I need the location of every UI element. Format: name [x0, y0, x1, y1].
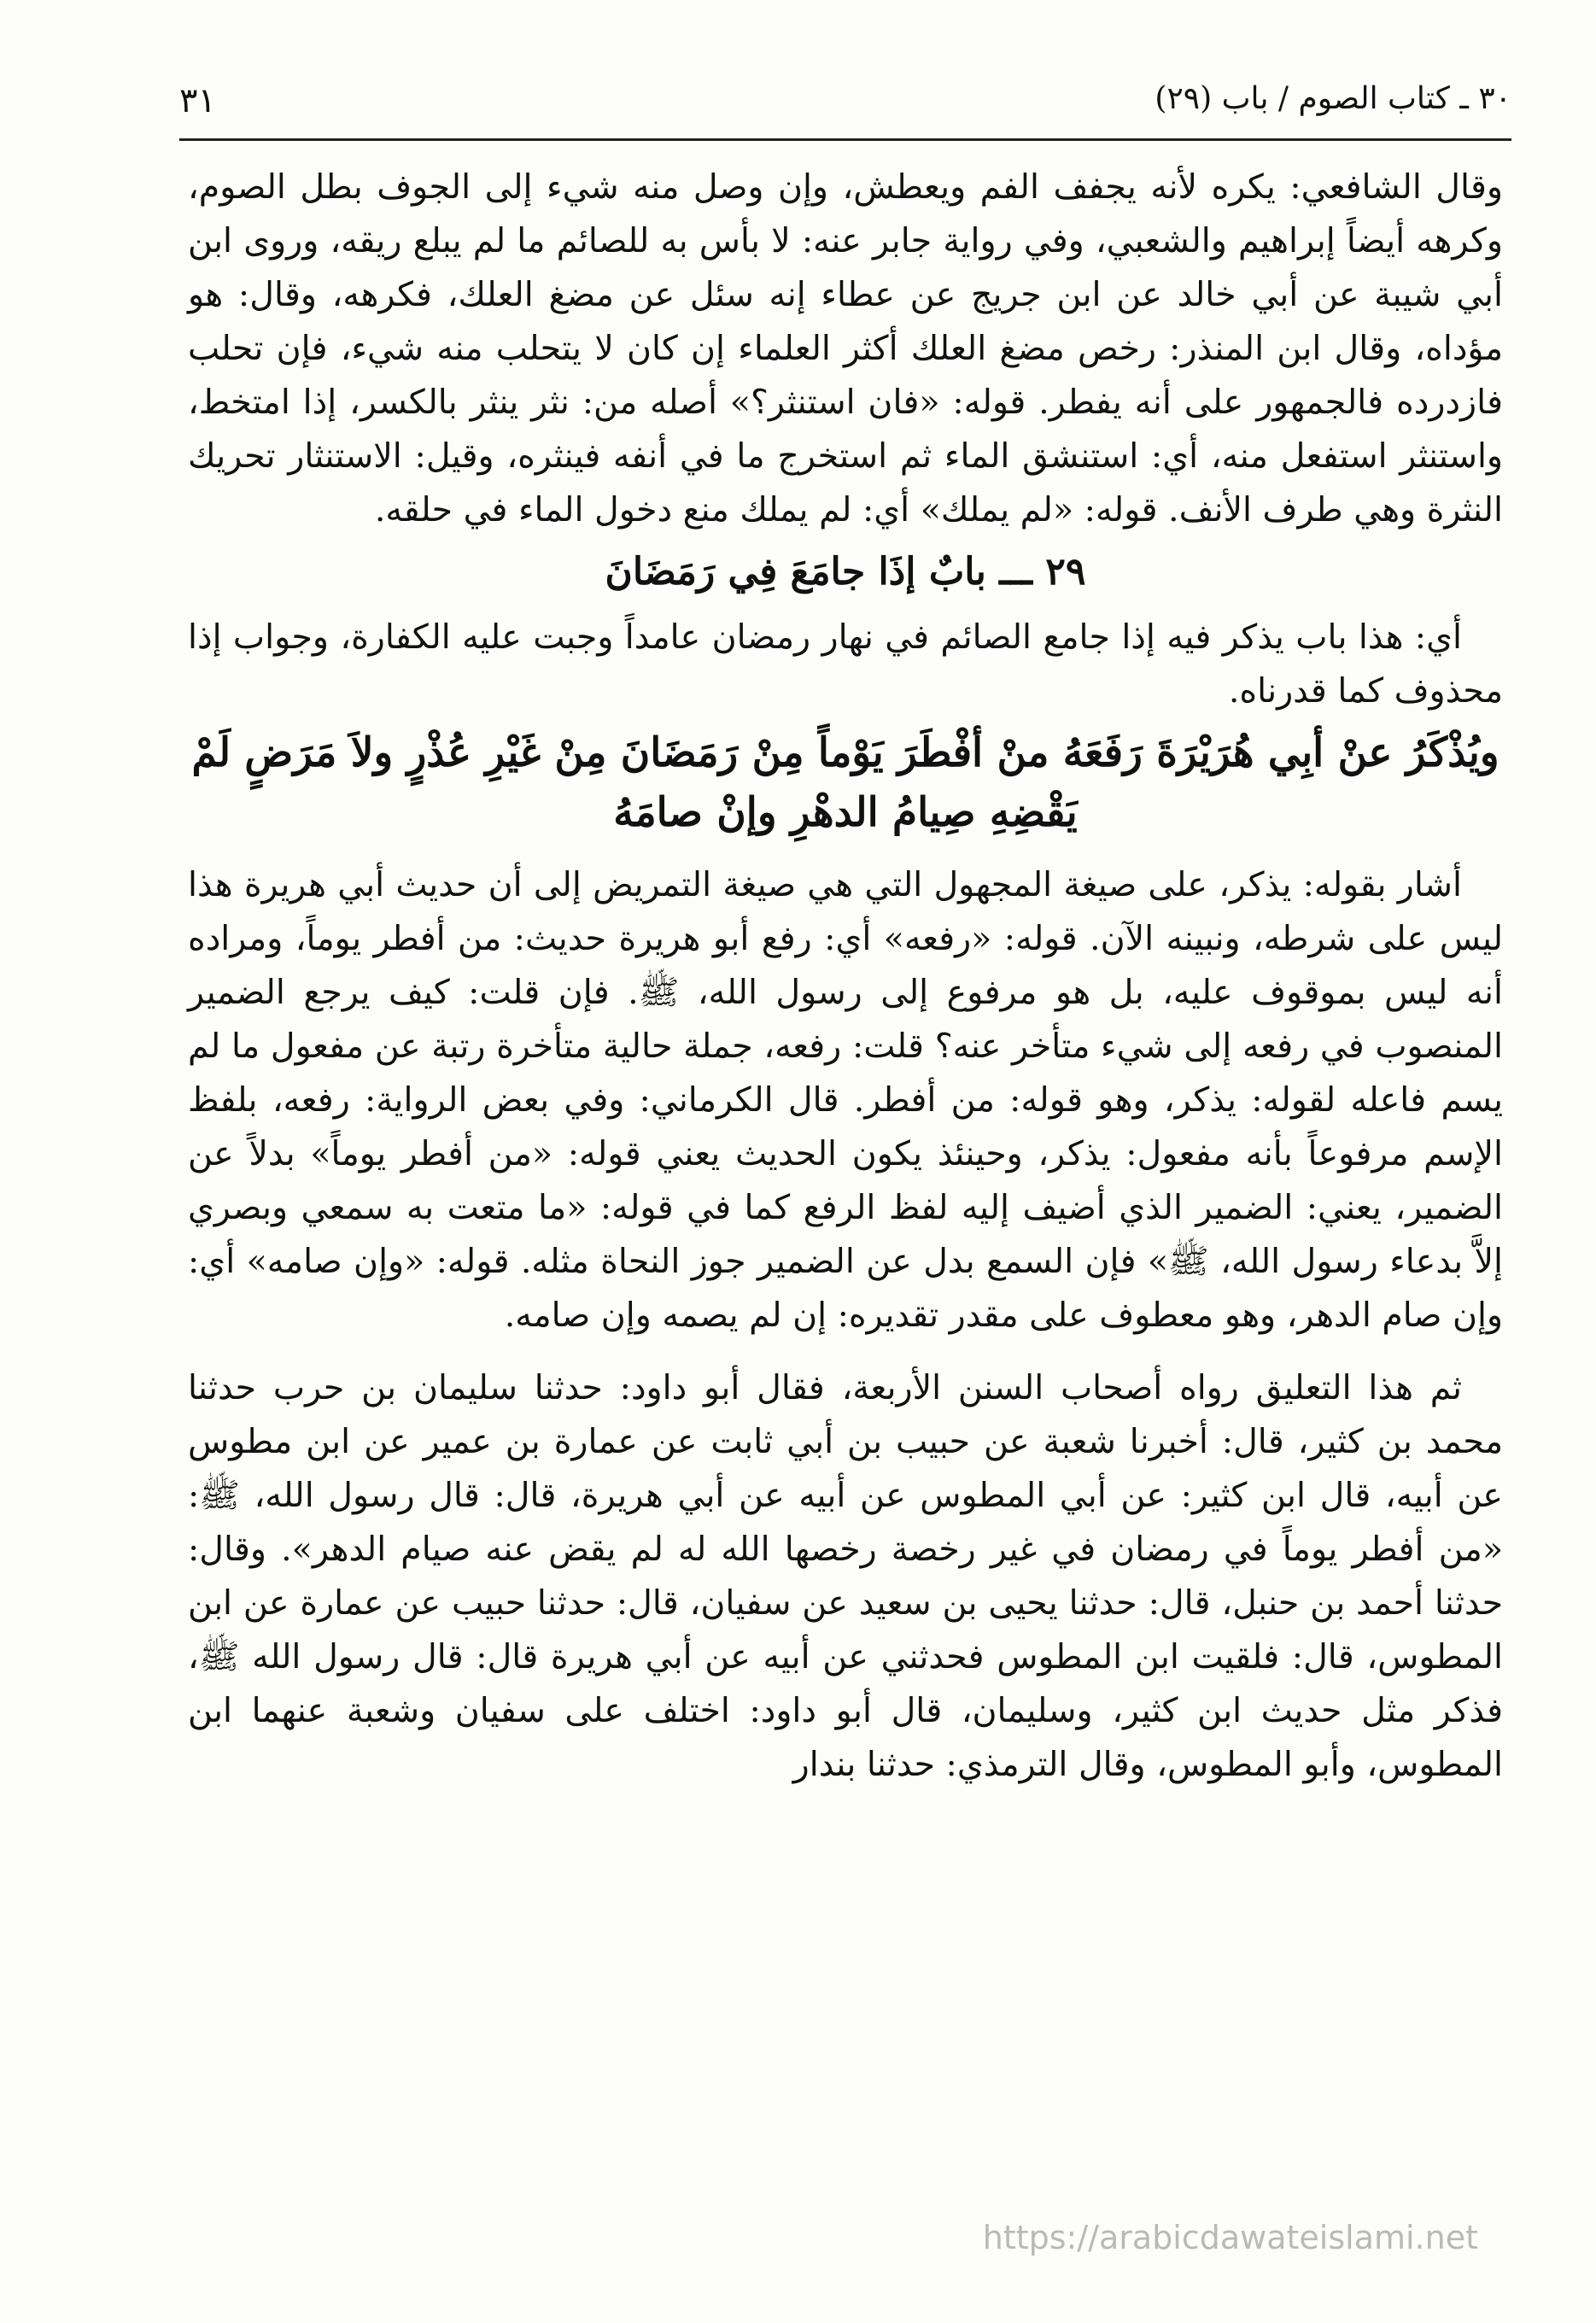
commentary-paragraph-4: ثم هذا التعليق رواه أصحاب السنن الأربعة، فقال أبو داود: حدثنا سليمان بن حرب حدثنا محمد بن كثير، قال: أخبرنا شعبة عن حبيب بن أبي ثابت عن عمارة بن عمير عن ابن مطوس عن أبيه، قال ابن كثير: عن أبي المطوس عن أبيه عن أبي هريرة، قال: قال رسول الله، ﷺ: «من أفطر يوماً في رمضان في غير رخصة رخصها الله له لم يقض عنه صيام الدهر». وقال: حدثنا أحمد بن حنبل، قال: حدثنا يحيى بن سعيد عن سفيان، قال: حدثنا حبيب عن عمارة عن ابن المطوس، قال: فلقيت ابن المطوس فحدثني عن أبيه عن أبي هريرة قال: قال رسول الله ﷺ، فذكر مثل حديث ابن كثير، وسليمان، قال أبو داود: اختلف على سفيان وشعبة عنهما ابن المطوس، وأبو المطوس، وقال الترمذي: حدثنا بندار	[188, 1368, 1503, 1784]
commentary-paragraph-1: وقال الشافعي: يكره لأنه يجفف الفم ويعطش، وإن وصل منه شيء إلى الجوف بطل الصوم، وكرهه أيضاً إبراهيم والشعبي، وفي رواية جابر عنه: لا بأس به للصائم ما لم يبلع ريقه، وروى ابن أبي شيبة عن أبي خالد عن ابن جريج عن عطاء إنه سئل عن مضغ العلك، فكرهه، وقال: هو مؤداه، وقال ابن المنذر: رخص مضغ العلك أكثر العلماء إن كان لا يتحلب منه شيء، فإن تحلب فازدرده فالجمهور على أنه يفطر. قوله: «فان استنثر؟» أصله من: نثر ينثر بالكسر، إذا امتخط، واستنثر استفعل منه، أي: استنشق الماء ثم استخرج ما في أنفه فينثره، وقيل: الاستنثار تحريك النثرة وهي طرف الأنف. قوله: «لم يملك» أي: لم يملك منع دخول الماء في حلقه.	[188, 167, 1503, 530]
watermark-url: https://arabicdawateislami.net	[982, 2219, 1478, 2256]
commentary-paragraph-3: أشار بقوله: يذكر، على صيغة المجهول التي هي صيغة التمريض إلى أن حديث أبي هريرة هذا ليس على شرطه، ونبينه الآن. قوله: «رفعه» أي: رفع أبو هريرة حديث: من أفطر يوماً، ومراده أنه ليس بموقوف عليه، بل هو مرفوع إلى رسول الله، ﷺ. فإن قلت: كيف يرجع الضمير المنصوب في رفعه إلى شيء متأخر عنه؟ قلت: رفعه، جملة حالية متأخرة رتبة عن مفعول ما لم يسم فاعله لقوله: يذكر، وهو قوله: من أفطر. قال الكرماني: وفي بعض الرواية: رفعه، بلفظ الإسم مرفوعاً بأنه مفعول: يذكر، وحينئذ يكون الحديث يعني قوله: «من أفطر يوماً» بدلاً عن الضمير، يعني: الضمير الذي أضيف إليه لفظ الرفع كما في قوله: «ما متعت به سمعي وبصري إلاَّ بدعاء رسول الله، ﷺ» فإن السمع بدل عن الضمير جوز النحاة مثله. قوله: «وإن صامه» أي: وإن صام الدهر، وهو معطوف على مقدر تقديره: إن لم يصمه وإن صامه.	[188, 865, 1503, 1335]
chapter-heading: ٢٩ ـــ بابٌ إذَا جامَعَ فِي رَمَضَانَ	[605, 550, 1086, 594]
hadith-text: ويُذْكَرُ عنْ أبِي هُرَيْرَةَ رَفَعَهُ منْ أفْطَرَ يَوْماً مِنْ رَمَضَانَ مِنْ غَيْرِ عُذْرٍ ولاَ مَرَضٍ لَمْ يَقْضِهِ صِيامُ الدهْرِ وإنْ صامَهُ	[191, 729, 1500, 836]
commentary-paragraph-2: أي: هذا باب يذكر فيه إذا جامع الصائم في نهار رمضان عامداً وجبت عليه الكفارة، وجواب إذا محذوف كما قدرناه.	[188, 617, 1503, 711]
paragraph-gap	[188, 1343, 1503, 1361]
page-header	[179, 81, 1511, 132]
running-title: ٣٠ ـ كتاب الصوم / باب (٢٩)	[1155, 81, 1511, 116]
page-body	[188, 161, 1503, 1792]
page-number: ٣١	[179, 81, 216, 120]
header-rule	[179, 138, 1511, 141]
